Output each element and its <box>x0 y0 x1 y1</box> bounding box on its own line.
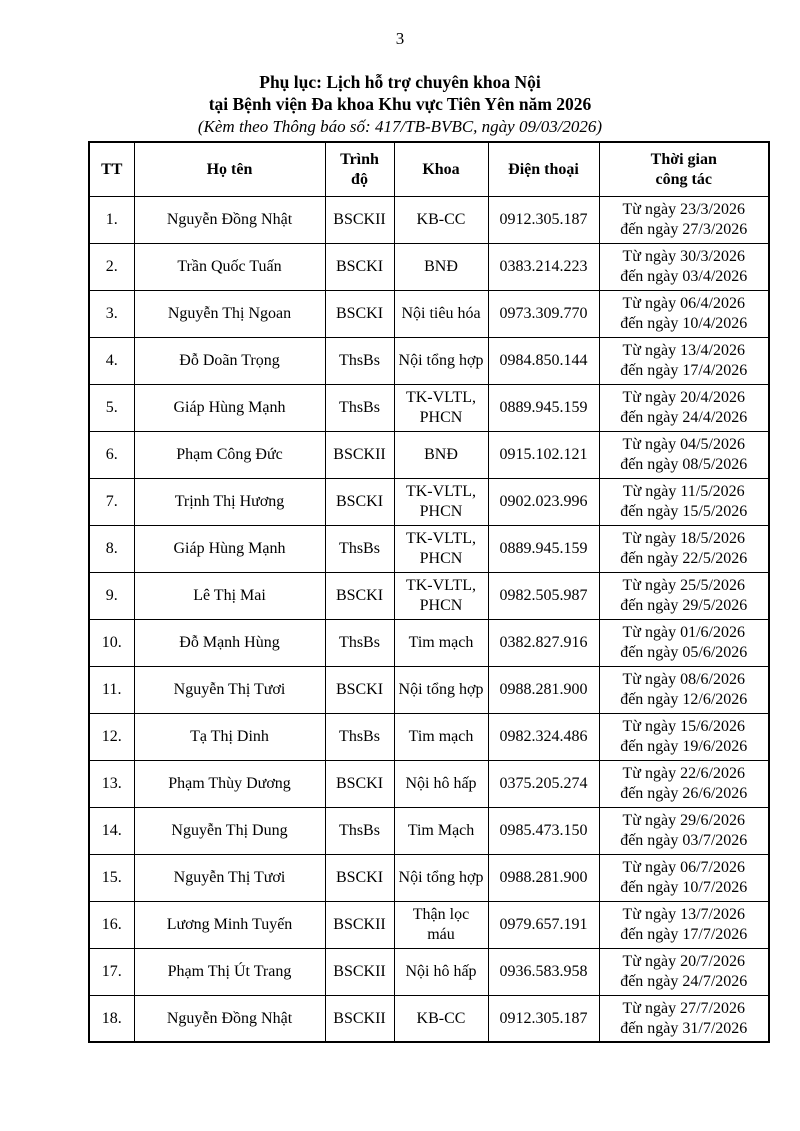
name-cell: Phạm Công Đức <box>134 431 325 478</box>
time-from-text: Từ ngày 23/3/2026 <box>622 201 745 219</box>
dept-cell: Tim mạch <box>394 619 488 666</box>
time-cell <box>599 572 769 619</box>
phone-cell: 0988.281.900 <box>488 854 599 901</box>
time-from-text: Từ ngày 22/6/2026 <box>622 765 745 783</box>
page-number: 3 <box>395 29 405 48</box>
time-to-text: đến ngày 05/6/2026 <box>620 643 748 661</box>
tt-cell: 14. <box>89 807 134 854</box>
time-to-text: đến ngày 29/5/2026 <box>620 596 748 614</box>
time-cell <box>599 243 769 290</box>
phone-cell: 0902.023.996 <box>488 478 599 525</box>
name-cell: Lê Thị Mai <box>134 572 325 619</box>
time-cell <box>599 290 769 337</box>
table-row <box>89 901 769 948</box>
dept-cell: BNĐ <box>394 243 488 290</box>
document-title-line1: Phụ lục: Lịch hỗ trợ chuyên khoa Nội <box>259 71 541 92</box>
tt-cell: 12. <box>89 713 134 760</box>
tt-cell: 13. <box>89 760 134 807</box>
time-from-text: Từ ngày 25/5/2026 <box>622 577 745 595</box>
dept-cell: Nội tổng hợp <box>394 337 488 384</box>
phone-cell: 0936.583.958 <box>488 948 599 995</box>
header-dept: Khoa <box>394 142 488 196</box>
degree-cell: BSCKI <box>325 290 394 337</box>
table-row <box>89 243 769 290</box>
header-phone: Điện thoại <box>488 142 599 196</box>
dept-cell: Tim mạch <box>394 713 488 760</box>
support-schedule-table <box>88 141 770 1043</box>
table-row <box>89 572 769 619</box>
time-from-text: Từ ngày 13/7/2026 <box>622 906 745 924</box>
header-name: Họ tên <box>134 142 325 196</box>
time-from-text: Từ ngày 06/4/2026 <box>622 295 745 313</box>
time-to-text: đến ngày 03/4/2026 <box>620 267 748 285</box>
table-row <box>89 431 769 478</box>
table-header <box>89 142 769 196</box>
time-to-text: đến ngày 12/6/2026 <box>620 690 748 708</box>
degree-cell: BSCKI <box>325 243 394 290</box>
tt-cell: 3. <box>89 290 134 337</box>
time-to-text: đến ngày 03/7/2026 <box>620 831 748 849</box>
time-to-text: đến ngày 15/5/2026 <box>620 502 748 520</box>
header-degree-line2: độ <box>351 170 368 188</box>
table-row <box>89 854 769 901</box>
name-cell: Tạ Thị Dinh <box>134 713 325 760</box>
name-cell: Phạm Thùy Dương <box>134 760 325 807</box>
table-row <box>89 290 769 337</box>
table-row <box>89 196 769 243</box>
phone-cell: 0979.657.191 <box>488 901 599 948</box>
dept-cell: KB-CC <box>394 995 488 1042</box>
tt-cell: 4. <box>89 337 134 384</box>
degree-cell: BSCKII <box>325 995 394 1042</box>
tt-cell: 1. <box>89 196 134 243</box>
phone-cell: 0912.305.187 <box>488 196 599 243</box>
time-from-text: Từ ngày 18/5/2026 <box>622 530 745 548</box>
name-cell: Nguyễn Đồng Nhật <box>134 196 325 243</box>
phone-cell: 0912.305.187 <box>488 995 599 1042</box>
name-cell: Trịnh Thị Hương <box>134 478 325 525</box>
name-cell: Nguyễn Đồng Nhật <box>134 995 325 1042</box>
time-to-text: đến ngày 27/3/2026 <box>620 220 748 238</box>
degree-cell: ThsBs <box>325 619 394 666</box>
time-to-text: đến ngày 22/5/2026 <box>620 549 748 567</box>
table-row <box>89 478 769 525</box>
time-from-text: Từ ngày 20/7/2026 <box>622 953 745 971</box>
name-cell: Đỗ Mạnh Hùng <box>134 619 325 666</box>
time-to-text: đến ngày 24/7/2026 <box>620 972 748 990</box>
time-from-text: Từ ngày 15/6/2026 <box>622 718 745 736</box>
degree-cell: ThsBs <box>325 807 394 854</box>
time-cell <box>599 901 769 948</box>
time-to-text: đến ngày 10/7/2026 <box>620 878 748 896</box>
header-row <box>89 142 769 196</box>
tt-cell: 15. <box>89 854 134 901</box>
phone-cell: 0982.324.486 <box>488 713 599 760</box>
table-row <box>89 948 769 995</box>
phone-cell: 0383.214.223 <box>488 243 599 290</box>
document-title-line2: tại Bệnh viện Đa khoa Khu vực Tiên Yên năm 2026 <box>208 94 592 115</box>
tt-cell: 11. <box>89 666 134 713</box>
degree-cell: ThsBs <box>325 525 394 572</box>
time-cell <box>599 337 769 384</box>
time-cell <box>599 478 769 525</box>
dept-cell: TK-VLTL, PHCN <box>394 478 488 525</box>
time-cell <box>599 525 769 572</box>
time-to-text: đến ngày 17/4/2026 <box>620 361 748 379</box>
name-cell: Phạm Thị Út Trang <box>134 948 325 995</box>
header-time-line1: Thời gian <box>650 150 717 168</box>
tt-cell: 2. <box>89 243 134 290</box>
phone-cell: 0889.945.159 <box>488 525 599 572</box>
table-row <box>89 337 769 384</box>
phone-cell: 0382.827.916 <box>488 619 599 666</box>
degree-cell: BSCKI <box>325 572 394 619</box>
tt-cell: 9. <box>89 572 134 619</box>
document-title-note: (Kèm theo Thông báo số: 417/TB-BVBC, ngày 09/03/2026) <box>197 117 603 137</box>
phone-cell: 0915.102.121 <box>488 431 599 478</box>
degree-cell: BSCKII <box>325 948 394 995</box>
name-cell: Giáp Hùng Mạnh <box>134 525 325 572</box>
table-row <box>89 384 769 431</box>
time-cell <box>599 431 769 478</box>
time-cell <box>599 760 769 807</box>
time-cell <box>599 196 769 243</box>
name-cell: Nguyễn Thị Tươi <box>134 854 325 901</box>
time-to-text: đến ngày 08/5/2026 <box>620 455 748 473</box>
header-degree <box>325 142 394 196</box>
time-cell <box>599 995 769 1042</box>
dept-cell: BNĐ <box>394 431 488 478</box>
tt-cell: 7. <box>89 478 134 525</box>
phone-cell: 0985.473.150 <box>488 807 599 854</box>
degree-cell: BSCKII <box>325 901 394 948</box>
table-row <box>89 760 769 807</box>
time-cell <box>599 713 769 760</box>
time-from-text: Từ ngày 06/7/2026 <box>622 859 745 877</box>
phone-cell: 0984.850.144 <box>488 337 599 384</box>
time-to-text: đến ngày 31/7/2026 <box>620 1019 748 1037</box>
phone-cell: 0889.945.159 <box>488 384 599 431</box>
time-cell <box>599 807 769 854</box>
dept-cell: Nội tổng hợp <box>394 666 488 713</box>
header-tt: TT <box>89 142 134 196</box>
name-cell: Nguyễn Thị Ngoan <box>134 290 325 337</box>
table-row <box>89 807 769 854</box>
name-cell: Lương Minh Tuyến <box>134 901 325 948</box>
dept-cell: Tim Mạch <box>394 807 488 854</box>
degree-cell: ThsBs <box>325 337 394 384</box>
tt-cell: 17. <box>89 948 134 995</box>
name-cell: Nguyễn Thị Tươi <box>134 666 325 713</box>
time-from-text: Từ ngày 20/4/2026 <box>622 389 745 407</box>
time-cell <box>599 384 769 431</box>
time-to-text: đến ngày 10/4/2026 <box>620 314 748 332</box>
dept-cell: TK-VLTL, PHCN <box>394 384 488 431</box>
time-cell <box>599 666 769 713</box>
time-from-text: Từ ngày 04/5/2026 <box>622 436 745 454</box>
dept-cell: TK-VLTL, PHCN <box>394 525 488 572</box>
time-from-text: Từ ngày 11/5/2026 <box>622 483 745 501</box>
tt-cell: 10. <box>89 619 134 666</box>
document-title-block <box>0 71 800 138</box>
time-to-text: đến ngày 19/6/2026 <box>620 737 748 755</box>
time-to-text: đến ngày 24/4/2026 <box>620 408 748 426</box>
time-to-text: đến ngày 26/6/2026 <box>620 784 748 802</box>
tt-cell: 18. <box>89 995 134 1042</box>
tt-cell: 8. <box>89 525 134 572</box>
time-from-text: Từ ngày 27/7/2026 <box>622 1000 745 1018</box>
time-from-text: Từ ngày 30/3/2026 <box>622 248 745 266</box>
time-from-text: Từ ngày 08/6/2026 <box>622 671 745 689</box>
time-cell <box>599 619 769 666</box>
table-row <box>89 619 769 666</box>
dept-cell: Thận lọc máu <box>394 901 488 948</box>
degree-cell: BSCKI <box>325 666 394 713</box>
dept-cell: TK-VLTL, PHCN <box>394 572 488 619</box>
phone-cell: 0375.205.274 <box>488 760 599 807</box>
tt-cell: 16. <box>89 901 134 948</box>
header-time-line2: công tác <box>655 170 712 188</box>
tt-cell: 5. <box>89 384 134 431</box>
time-from-text: Từ ngày 01/6/2026 <box>622 624 745 642</box>
name-cell: Đỗ Doãn Trọng <box>134 337 325 384</box>
degree-cell: ThsBs <box>325 384 394 431</box>
table-body <box>89 196 769 1042</box>
degree-cell: BSCKI <box>325 478 394 525</box>
table-row <box>89 995 769 1042</box>
dept-cell: Nội hô hấp <box>394 948 488 995</box>
time-cell <box>599 948 769 995</box>
dept-cell: Nội hô hấp <box>394 760 488 807</box>
degree-cell: BSCKII <box>325 196 394 243</box>
name-cell: Nguyễn Thị Dung <box>134 807 325 854</box>
table-row <box>89 713 769 760</box>
time-to-text: đến ngày 17/7/2026 <box>620 925 748 943</box>
degree-cell: BSCKI <box>325 760 394 807</box>
time-cell <box>599 854 769 901</box>
phone-cell: 0988.281.900 <box>488 666 599 713</box>
name-cell: Giáp Hùng Mạnh <box>134 384 325 431</box>
dept-cell: Nội tổng hợp <box>394 854 488 901</box>
degree-cell: BSCKII <box>325 431 394 478</box>
time-from-text: Từ ngày 13/4/2026 <box>622 342 745 360</box>
tt-cell: 6. <box>89 431 134 478</box>
table-row <box>89 666 769 713</box>
degree-cell: BSCKI <box>325 854 394 901</box>
header-degree-line1: Trình <box>340 150 379 168</box>
name-cell: Trần Quốc Tuấn <box>134 243 325 290</box>
dept-cell: Nội tiêu hóa <box>394 290 488 337</box>
dept-cell: KB-CC <box>394 196 488 243</box>
time-from-text: Từ ngày 29/6/2026 <box>622 812 745 830</box>
table-row <box>89 525 769 572</box>
phone-cell: 0973.309.770 <box>488 290 599 337</box>
degree-cell: ThsBs <box>325 713 394 760</box>
phone-cell: 0982.505.987 <box>488 572 599 619</box>
header-time <box>599 142 769 196</box>
